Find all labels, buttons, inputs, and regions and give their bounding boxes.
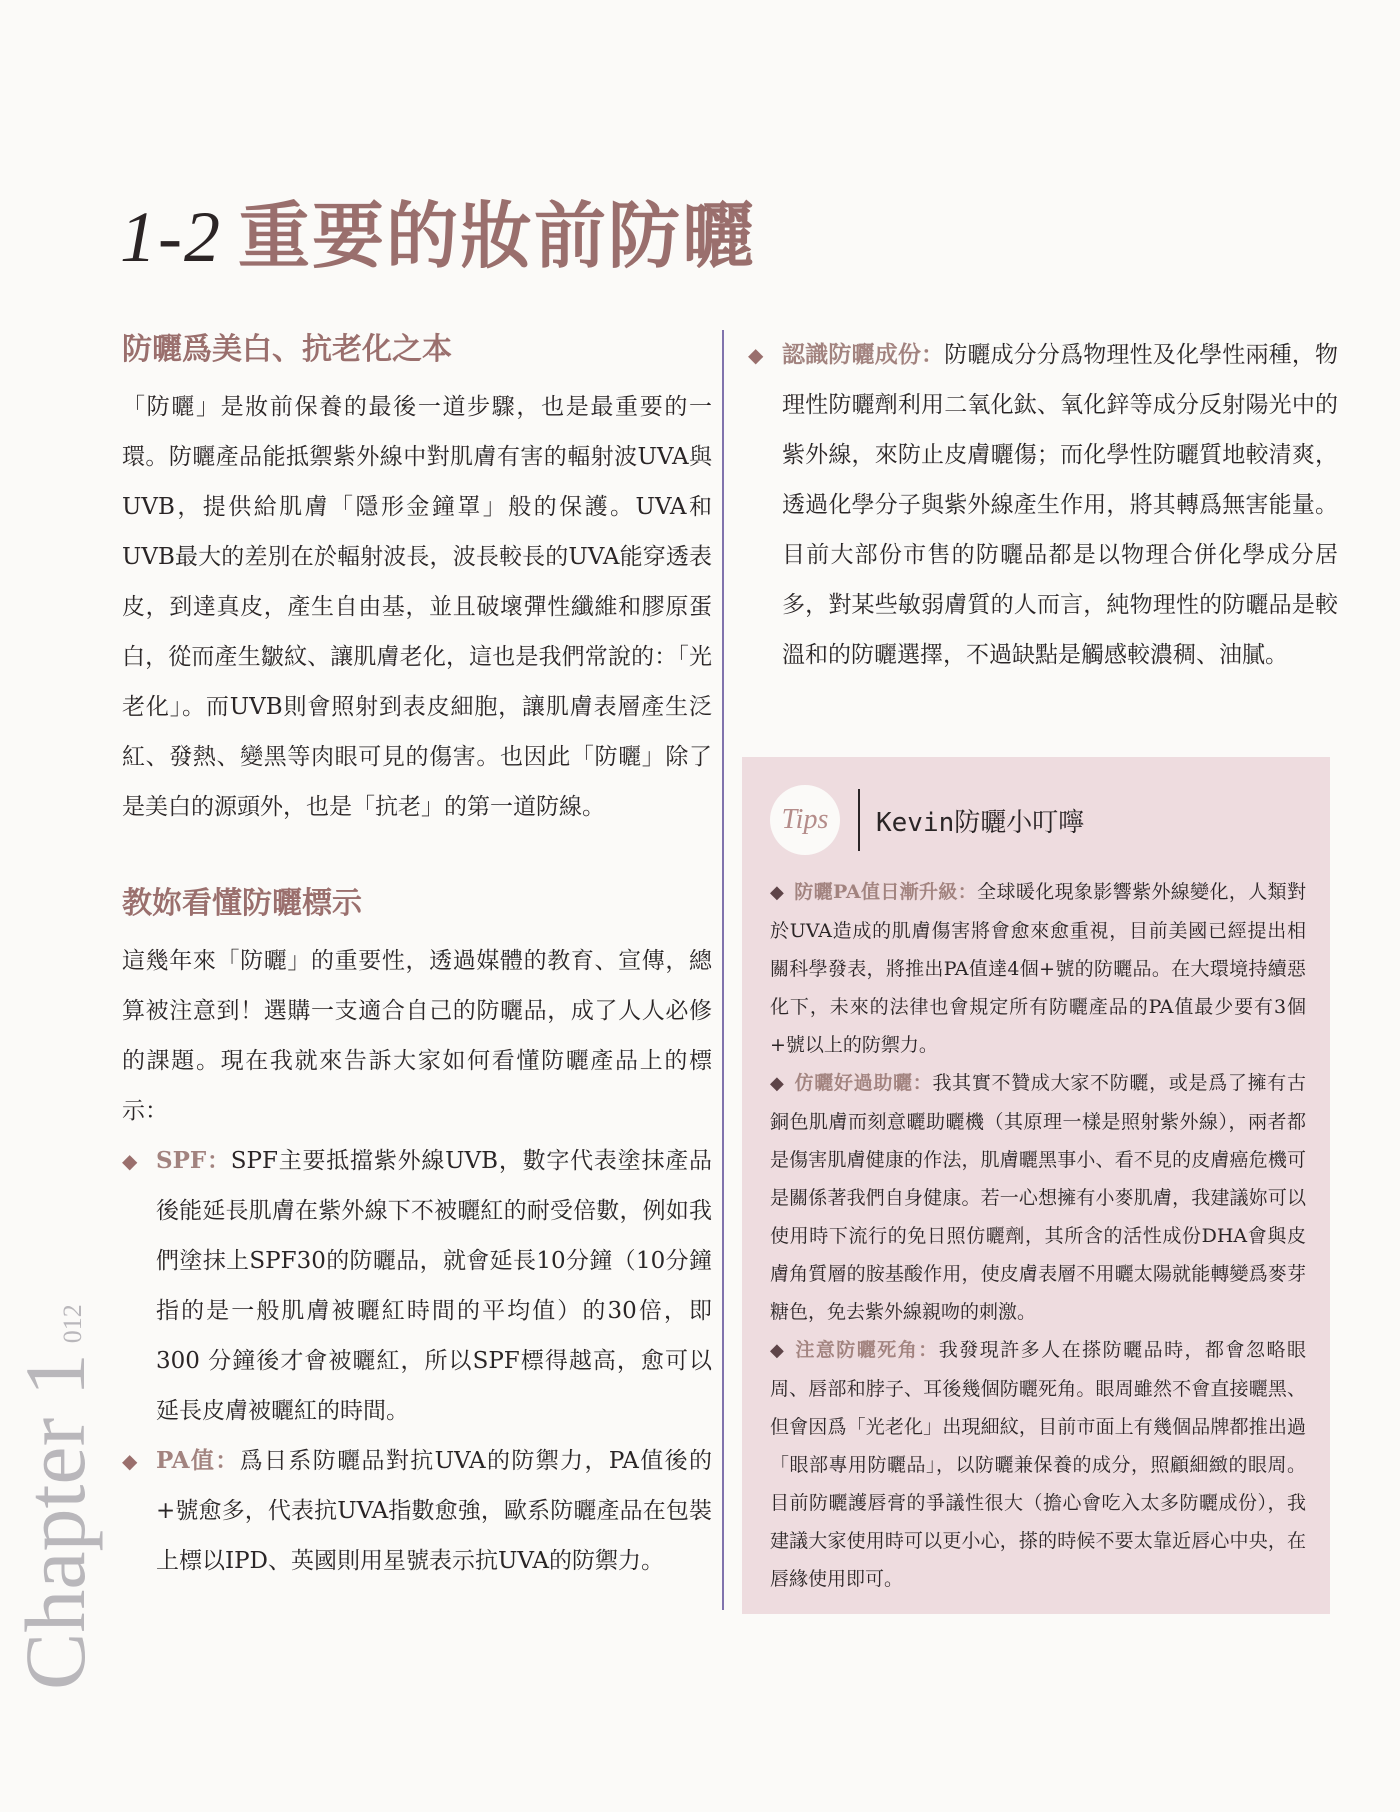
diamond-bullet-icon: ◆ xyxy=(770,1073,785,1094)
chapter-word: Chapter 1 xyxy=(7,1353,103,1690)
tip-item xyxy=(770,1064,1306,1331)
page-title xyxy=(120,178,756,282)
tips-divider xyxy=(858,789,860,851)
paragraph-sunscreen-importance: 「防曬」是妝前保養的最後一道步驟，也是最重要的一環。防曬產品能抵禦紫外線中對肌膚有害的輻射波UVA與UVB，提供給肌膚「隱形金鐘罩」般的保護。UVA和UVB最大的差別在於輻射波長，波長較長的UVA能穿透表皮，到達真皮，產生自由基，並且破壞彈性纖維和膠原蛋白，從而產生皺紋、讓肌膚老化，這也是我們常說的：「光老化」。而UVB則會照射到表皮細胞，讓肌膚表層產生泛紅、發熱、變黑等肉眼可見的傷害。也因此「防曬」除了是美白的源頭外，也是「抗老」的第一道防線。 xyxy=(122,394,712,820)
bullet-text-ingredients: 防曬成分分爲物理性及化學性兩種，物理性防曬劑利用二氧化鈦、氧化鋅等成分反射陽光中的紫外線，來防止皮膚曬傷；而化學性防曬質地較清爽，透過化學分子與紫外線產生作用，將其轉爲無害能量。目前大部份市售的防曬品都是以物理合併化學成分居多，對某些敏弱膚質的人而言，純物理性的防曬品是較溫和的防曬選擇，不過缺點是觸感較濃稠、油膩。 xyxy=(782,342,1339,668)
tip-keyword: 防曬PA值日漸升級： xyxy=(794,881,978,903)
tips-title: Kevin防曬小叮嚀 xyxy=(876,807,1085,838)
section-title: 重要的妝前防曬 xyxy=(237,193,756,278)
column-divider xyxy=(722,330,724,1610)
bullet-keyword-spf: SPF： xyxy=(156,1147,231,1174)
tip-keyword: 注意防曬死角： xyxy=(795,1339,939,1361)
bullet-keyword-ingredients: 認識防曬成份： xyxy=(782,341,945,368)
tip-item xyxy=(770,1331,1306,1598)
section-number: 1-2 xyxy=(120,197,222,277)
section-heading-labels: 教妳看懂防曬標示 xyxy=(122,886,362,921)
tip-text: 我其實不贊成大家不防曬，或是爲了擁有古銅色肌膚而刻意曬助曬機（其原理一樣是照射紫外線），兩者都是傷害肌膚健康的作法，肌膚曬黑事小、看不見的皮膚癌危機可是關係著我們自身健康。若一心想擁有小麥肌膚，我建議妳可以使用時下流行的免日照仿曬劑，其所含的活性成份DHA會與皮膚角質層的胺基酸作用，使皮膚表層不用曬太陽就能轉變爲麥芽糖色，免去紫外線親吻的刺激。 xyxy=(770,1072,1306,1323)
right-column xyxy=(748,330,1338,680)
tip-keyword: 仿曬好過助曬： xyxy=(794,1072,933,1094)
tips-badge: Tips xyxy=(770,785,840,855)
diamond-bullet-icon: ◆ xyxy=(748,343,764,367)
section-heading-whitening: 防曬爲美白、抗老化之本 xyxy=(122,332,452,367)
bullet-ingredients xyxy=(748,330,1338,680)
tips-box xyxy=(742,757,1330,1614)
diamond-bullet-icon: ◆ xyxy=(122,1449,138,1473)
diamond-bullet-icon: ◆ xyxy=(770,882,785,903)
paragraph-labels-intro: 這幾年來「防曬」的重要性，透過媒體的教育、宣傳，總算被注意到！選購一支適合自己的防曬品，成了人人必修的課題。現在我就來告訴大家如何看懂防曬產品上的標示： xyxy=(122,948,712,1124)
diamond-bullet-icon: ◆ xyxy=(122,1149,138,1173)
tip-text: 全球暖化現象影響紫外線變化，人類對於UVA造成的肌膚傷害將會愈來愈重視，目前美國已經提出相關科學發表，將推出PA值達4個+號的防曬品。在大環境持續惡化下，未來的法律也會規定所有防曬產品的PA值最少要有3個+號以上的防禦力。 xyxy=(770,881,1306,1056)
chapter-label xyxy=(7,1304,103,1690)
diamond-bullet-icon: ◆ xyxy=(770,1340,786,1361)
bullet-spf xyxy=(122,1136,712,1436)
bullet-pa xyxy=(122,1436,712,1586)
bullet-text-pa: 爲日系防曬品對抗UVA的防禦力，PA值後的+號愈多，代表抗UVA指數愈強，歐系防曬產品在包裝上標以IPD、英國則用星號表示抗UVA的防禦力。 xyxy=(156,1448,712,1574)
left-column xyxy=(122,330,712,1586)
tip-text: 我發現許多人在搽防曬品時，都會忽略眼周、唇部和脖子、耳後幾個防曬死角。眼周雖然不會直接曬黑、但會因爲「光老化」出現細紋，目前市面上有幾個品牌都推出過「眼部專用防曬品」，以防曬兼保養的成分，照顧細緻的眼周。目前防曬護唇膏的爭議性很大（擔心會吃入太多防曬成份），我建議大家使用時可以更小心，搽的時候不要太靠近唇心中央，在唇緣使用即可。 xyxy=(770,1339,1306,1590)
tip-item xyxy=(770,873,1306,1064)
bullet-text-spf: SPF主要抵擋紫外線UVB，數字代表塗抹產品後能延長肌膚在紫外線下不被曬紅的耐受倍數，例如我們塗抹上SPF30的防曬品，就會延長10分鐘（10分鐘指的是一般肌膚被曬紅時間的平均值）的30倍，即 300 分鐘後才會被曬紅，所以SPF標得越高，愈可以延長皮膚被曬紅的時間。 xyxy=(156,1148,712,1424)
page-number: 012 xyxy=(58,1304,87,1344)
bullet-keyword-pa: PA值： xyxy=(156,1447,240,1474)
tips-header xyxy=(770,781,1306,859)
